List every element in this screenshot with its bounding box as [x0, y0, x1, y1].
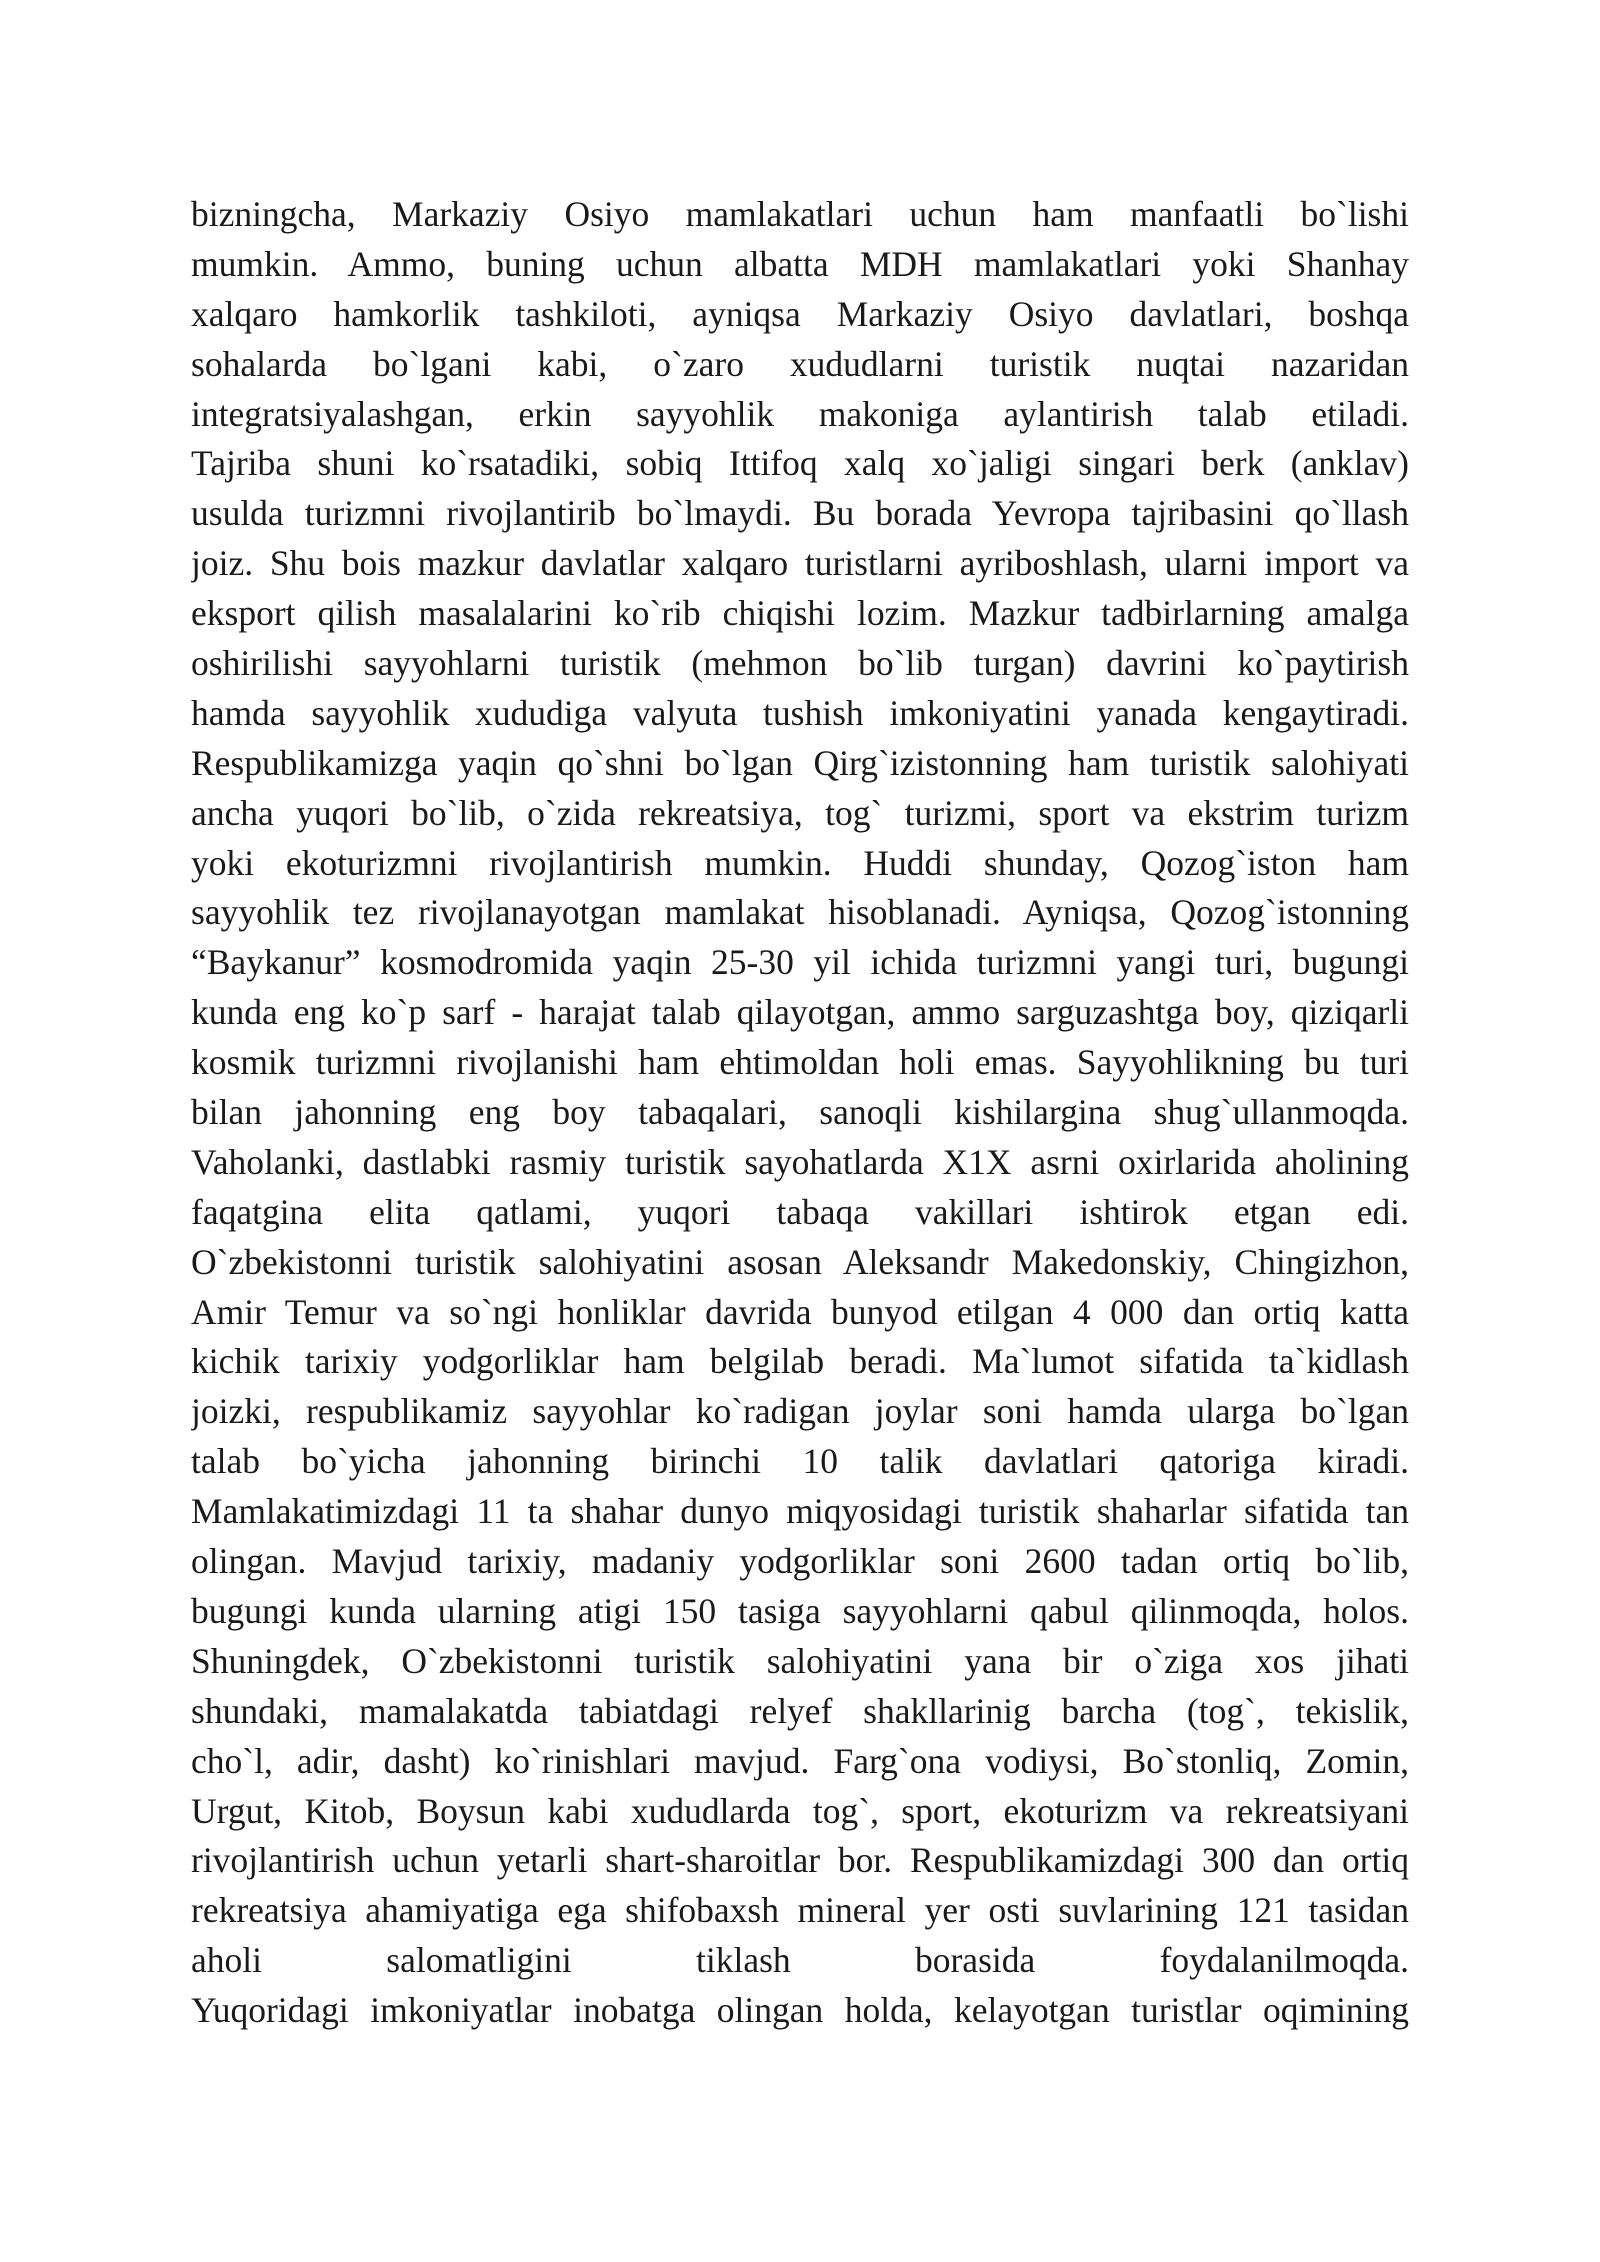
text-line: cho`l, adir, dasht) ko`rinishlari mavjud. Farg`ona vodiysi, Bo`stonliq, Zomin, [191, 1740, 1409, 1781]
text-line: faqatgina elita qatlami, yuqori tabaqa vakillari ishtirok etgan edi. [191, 1191, 1409, 1232]
text-line: O`zbekistonni turistik salohiyatini asosan Aleksandr Makedonskiy, Chingizhon, [191, 1241, 1409, 1282]
text-line: xalqaro hamkorlik tashkiloti, ayniqsa Markaziy Osiyo davlatlari, boshqa [191, 293, 1409, 334]
text-line: kichik tarixiy yodgorliklar ham belgilab beradi. Ma`lumot sifatida ta`kidlash [191, 1341, 1409, 1382]
text-line: sayyohlik tez rivojlanayotgan mamlakat hisoblanadi. Ayniqsa, Qozog`istonning [191, 892, 1409, 933]
text-line: Respublikamizga yaqin qo`shni bo`lgan Qirg`izistonning ham turistik salohiyati [191, 742, 1409, 783]
text-line: Amir Temur va so`ngi honliklar davrida bunyod etilgan 4 000 dan ortiq katta [191, 1291, 1409, 1332]
text-line: yoki ekoturizmni rivojlantirish mumkin. Huddi shunday, Qozog`iston ham [191, 842, 1409, 883]
text-line: “Baykanur” kosmodromida yaqin 25-30 yil ichida turizmni yangi turi, bugungi [191, 942, 1409, 983]
text-line: sohalarda bo`lgani kabi, o`zaro xududlarni turistik nuqtai nazaridan [191, 343, 1409, 384]
text-line: talab bo`yicha jahonning birinchi 10 talik davlatlari qatoriga kiradi. [191, 1441, 1409, 1482]
text-line: integratsiyalashgan, erkin sayyohlik makoniga aylantirish talab etiladi. [191, 393, 1409, 434]
text-line: Vaholanki, dastlabki rasmiy turistik sayohatlarda X1X asrni oxirlarida aholining [191, 1141, 1409, 1182]
text-line: bilan jahonning eng boy tabaqalari, sanoqli kishilargina shug`ullanmoqda. [191, 1092, 1409, 1133]
text-line: hamda sayyohlik xududiga valyuta tushish imkoniyatini yanada kengaytiradi. [191, 692, 1409, 733]
text-line: olingan. Mavjud tarixiy, madaniy yodgorliklar soni 2600 tadan ortiq bo`lib, [191, 1541, 1409, 1582]
text-line: rekreatsiya ahamiyatiga ega shifobaxsh mineral yer osti suvlarining 121 tasidan [191, 1890, 1409, 1931]
text-line: Mamlakatimizdagi 11 ta shahar dunyo miqyosidagi turistik shaharlar sifatida tan [191, 1491, 1409, 1532]
text-line: ancha yuqori bo`lib, o`zida rekreatsiya, tog` turizmi, sport va ekstrim turizm [191, 792, 1409, 833]
text-line: shundaki, mamalakatda tabiatdagi relyef shakllarinig barcha (tog`, tekislik, [191, 1690, 1409, 1731]
text-line: bizningcha, Markaziy Osiyo mamlakatlari uchun ham manfaatli bo`lishi [191, 194, 1409, 234]
text-line: joiz. Shu bois mazkur davlatlar xalqaro turistlarni ayriboshlash, ularni import va [191, 543, 1409, 584]
text-line: Urgut, Kitob, Boysun kabi xududlarda tog`, sport, ekoturizm va rekreatsiyani [191, 1790, 1409, 1831]
body-paragraph [191, 190, 1409, 2036]
text-line: usulda turizmni rivojlantirib bo`lmaydi. Bu borada Yevropa tajribasini qo`llash [191, 493, 1409, 534]
text-line: kunda eng ko`p sarf - harajat talab qilayotgan, ammo sarguzashtga boy, qiziqarli [191, 992, 1409, 1033]
text-line: Yuqoridagi imkoniyatlar inobatga olingan holda, kelayotgan turistlar oqimining [191, 1990, 1409, 2031]
text-line: joizki, respublikamiz sayyohlar ko`radigan joylar soni hamda ularga bo`lgan [191, 1391, 1409, 1432]
text-line: eksport qilish masalalarini ko`rib chiqishi lozim. Mazkur tadbirlarning amalga [191, 593, 1409, 634]
text-line: rivojlantirish uchun yetarli shart-sharoitlar bor. Respublikamizdagi 300 dan ortiq [191, 1840, 1409, 1881]
text-line: bugungi kunda ularning atigi 150 tasiga sayyohlarni qabul qilinmoqda, holos. [191, 1590, 1409, 1631]
text-line: Shuningdek, O`zbekistonni turistik salohiyatini yana bir o`ziga xos jihati [191, 1640, 1409, 1681]
text-line: kosmik turizmni rivojlanishi ham ehtimoldan holi emas. Sayyohlikning bu turi [191, 1042, 1409, 1083]
text-line: Tajriba shuni ko`rsatadiki, sobiq Ittifoq xalq xo`jaligi singari berk (anklav) [191, 443, 1409, 484]
text-line: aholi salomatligini tiklash borasida foydalanilmoqda. [191, 1940, 1409, 1981]
text-line: mumkin. Ammo, buning uchun albatta MDH mamlakatlari yoki Shanhay [191, 243, 1409, 284]
text-line: oshirilishi sayyohlarni turistik (mehmon bo`lib turgan) davrini ko`paytirish [191, 643, 1409, 684]
